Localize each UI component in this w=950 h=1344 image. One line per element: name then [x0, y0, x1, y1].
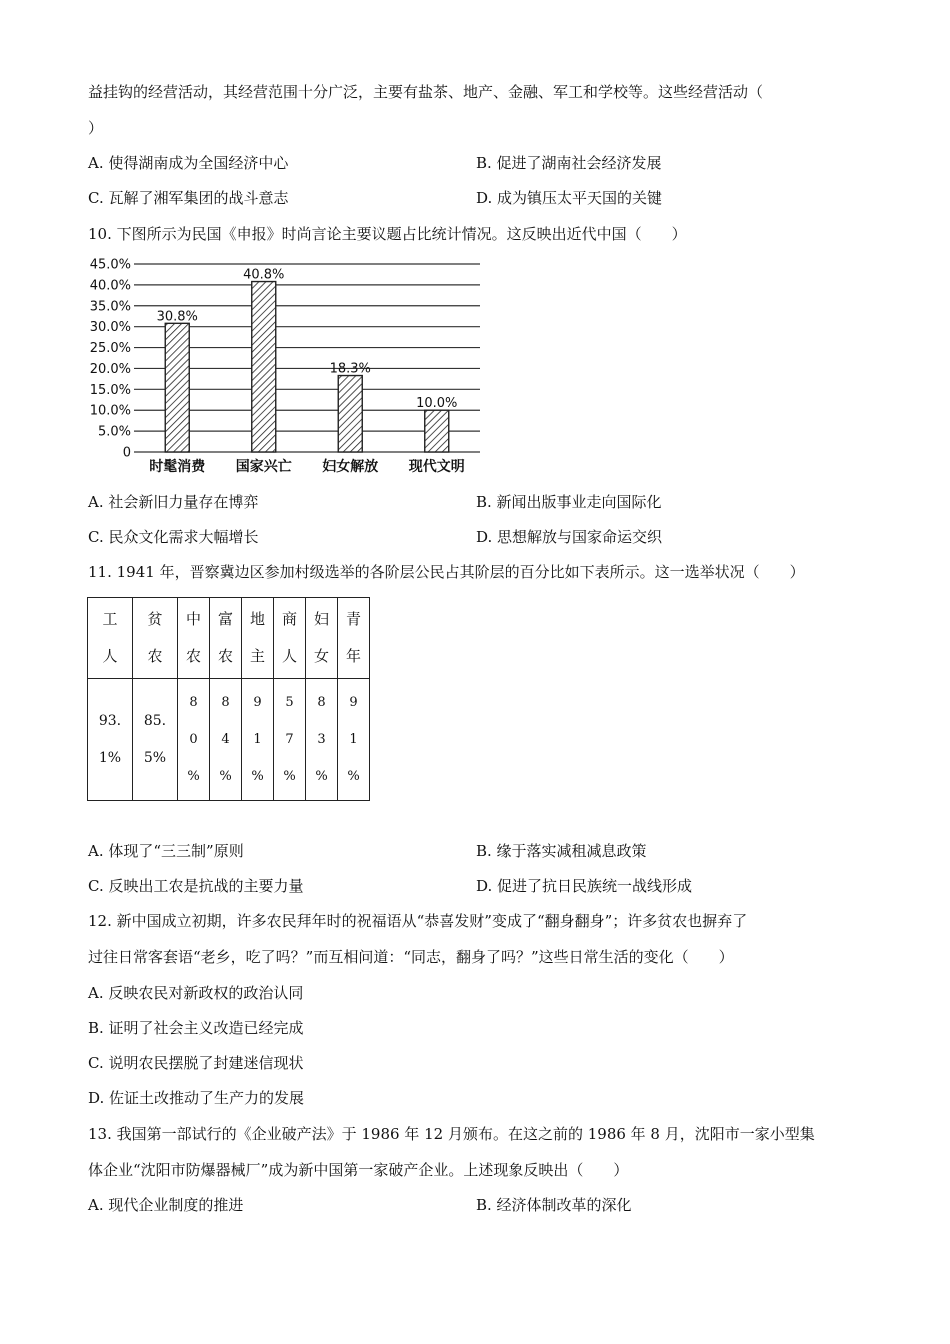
y-tick-label: 45.0%: [90, 257, 131, 273]
table-header-cell: 地 主: [242, 598, 274, 679]
bar: [165, 323, 189, 452]
data-label: 40.8%: [243, 267, 285, 283]
table-value-cell: 9 1 %: [338, 679, 370, 801]
y-tick-label: 5.0%: [97, 424, 131, 440]
category-label: 国家兴亡: [235, 459, 292, 475]
q12-stem-line1: 12. 新中国成立初期，许多农民拜年时的祝福语从“恭喜发财”变成了“翻身翻身”；许多贫农也摒弃了: [88, 912, 748, 930]
table-header-cell: 中 农: [178, 598, 210, 679]
table-header-cell: 妇 女: [306, 598, 338, 679]
q12-option-a: A. 反映农民对新政权的政治认同: [88, 984, 304, 1002]
bar: [425, 410, 449, 452]
y-tick-label: 30.0%: [90, 320, 131, 336]
q9-option-d: D. 成为镇压太平天国的关键: [476, 189, 663, 207]
table-value-cell: 9 1 %: [242, 679, 274, 801]
q11-option-c: C. 反映出工农是抗战的主要力量: [88, 877, 304, 895]
data-label: 18.3%: [329, 361, 371, 377]
q11-option-d: D. 促进了抗日民族统一战线形成: [476, 877, 693, 895]
bar: [252, 282, 276, 452]
table-header-row: [88, 598, 370, 679]
bar: [338, 376, 362, 452]
table-value-cell: 8 0 %: [178, 679, 210, 801]
q9-option-c: C. 瓦解了湘军集团的战斗意志: [88, 189, 289, 207]
table-value-cell: 85. 5%: [133, 679, 178, 801]
y-tick-label: 0: [122, 445, 131, 461]
q12-stem-line2: 过往日常客套语“老乡，吃了吗？”而互相问道：“同志，翻身了吗？”这些日常生活的变化（ ）: [88, 948, 734, 966]
q13-stem-line1: 13. 我国第一部试行的《企业破产法》于 1986 年 12 月颁布。在这之前的 1986 年 8 月，沈阳市一家小型集: [88, 1125, 815, 1143]
q12-option-d: D. 佐证土改推动了生产力的发展: [88, 1089, 305, 1107]
y-tick-label: 40.0%: [90, 278, 131, 294]
q13-option-b: B. 经济体制改革的深化: [476, 1196, 632, 1214]
q11-stem: 11. 1941 年，晋察冀边区参加村级选举的各阶层公民占其阶层的百分比如下表所示。这一选举状况（ ）: [88, 563, 805, 581]
y-tick-label: 15.0%: [90, 382, 131, 398]
table-value-cell: 8 4 %: [210, 679, 242, 801]
category-label: 现代文明: [408, 459, 465, 475]
data-label: 10.0%: [416, 396, 458, 412]
bar-chart: [90, 252, 490, 482]
q10-option-d: D. 思想解放与国家命运交织: [476, 528, 663, 546]
y-tick-label: 10.0%: [90, 403, 131, 419]
table-header-cell: 富 农: [210, 598, 242, 679]
table-header-cell: 贫 农: [133, 598, 178, 679]
y-tick-label: 35.0%: [90, 299, 131, 315]
chart-y-ticks: [90, 258, 131, 461]
y-tick-label: 25.0%: [90, 341, 131, 357]
table-header-cell: 青 年: [338, 598, 370, 679]
q9-option-a: A. 使得湖南成为全国经济中心: [88, 154, 289, 172]
q12-option-b: B. 证明了社会主义改造已经完成: [88, 1019, 304, 1037]
q13-option-a: A. 现代企业制度的推进: [88, 1196, 244, 1214]
category-label: 时髦消费: [149, 459, 206, 475]
q9-stem-line2: ）: [88, 119, 104, 137]
q13-stem-line2: 体企业“沈阳市防爆器械厂”成为新中国第一家破产企业。上述现象反映出（ ）: [88, 1161, 629, 1179]
table-value-cell: 8 3 %: [306, 679, 338, 801]
table-value-cell: 93. 1%: [88, 679, 133, 801]
q10-option-c: C. 民众文化需求大幅增长: [88, 528, 259, 546]
q9-stem-line1: 益挂钩的经营活动，其经营范围十分广泛，主要有盐茶、地产、金融、军工和学校等。这些经营活动（: [88, 83, 764, 101]
q11-option-b: B. 缘于落实减租减息政策: [476, 842, 647, 860]
election-table: [87, 597, 370, 801]
table-value-row: [88, 679, 370, 801]
q11-option-a: A. 体现了“三三制”原则: [88, 842, 244, 860]
table-value-cell: 5 7 %: [274, 679, 306, 801]
chart-bars: [165, 282, 449, 452]
table-header-cell: 商 人: [274, 598, 306, 679]
chart-x-labels: [149, 458, 465, 475]
table-header-cell: 工 人: [88, 598, 133, 679]
q10-stem: 10. 下图所示为民国《申报》时尚言论主要议题占比统计情况。这反映出近代中国（ ）: [88, 225, 687, 243]
category-label: 妇女解放: [322, 459, 379, 475]
data-label: 30.8%: [156, 309, 198, 325]
q10-option-a: A. 社会新旧力量存在博弈: [88, 493, 259, 511]
q10-option-b: B. 新闻出版事业走向国际化: [476, 493, 662, 511]
q12-option-c: C. 说明农民摆脱了封建迷信现状: [88, 1054, 304, 1072]
y-tick-label: 20.0%: [90, 361, 131, 377]
q9-option-b: B. 促进了湖南社会经济发展: [476, 154, 662, 172]
